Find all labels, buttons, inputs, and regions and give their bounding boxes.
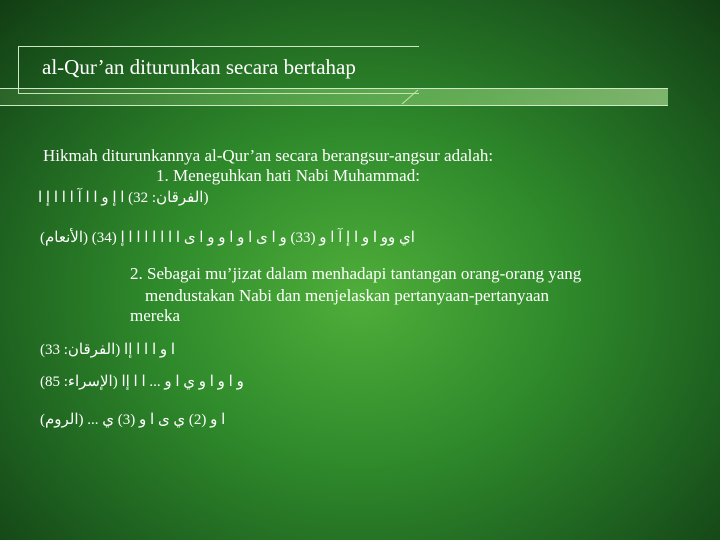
verse-1: (الفرقان: 32) ا إ و ا ا آ ا ا ا إ ا	[38, 190, 209, 206]
point-2-line-2: mendustakan Nabi dan menjelaskan pertanyaan-pertanyaan	[145, 286, 550, 305]
point-2-line-3: mereka	[130, 306, 181, 325]
verse-3: ا و ا ا ا إا (الفرقان: 33)	[40, 342, 176, 358]
slide-title: al-Qur’an diturunkan secara bertahap	[42, 55, 356, 79]
verse-5: ا و (2) ي ى ا و (3) ي ... (الروم)	[40, 412, 226, 428]
verse-2: اي وو ا و ا إ آ ا و (33) و ا ى ا و ا و و ا ى ا ا ا ا ا ا ا إ (34) (الأنعام)	[40, 230, 415, 246]
point-2-line-1: 2. Sebagai mu’jizat dalam menhadapi tantangan orang-orang yang	[130, 264, 582, 283]
point-1: 1. Meneguhkan hati Nabi Muhammad:	[156, 166, 420, 185]
title-underline-band	[0, 88, 668, 106]
intro-text: Hikmah diturunkannya al-Qur’an secara berangsur-angsur adalah:	[43, 146, 494, 165]
verse-4: و ا و ا و ي ا و ... ا ا إا (الإسراء: 85)	[40, 374, 244, 390]
